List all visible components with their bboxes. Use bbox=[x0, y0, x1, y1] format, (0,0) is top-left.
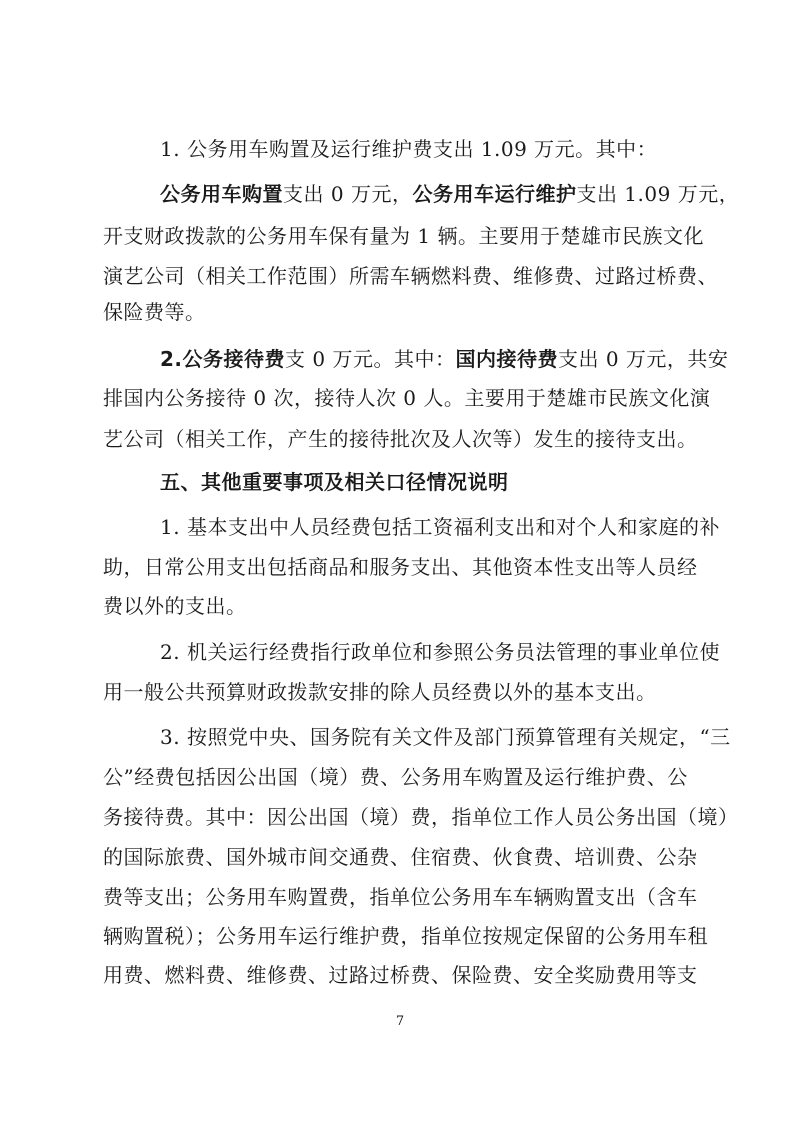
paragraph-line: 演艺公司（相关工作范围）所需车辆燃料费、维修费、过路过桥费、 bbox=[103, 264, 718, 288]
paragraph-line: 排国内公务接待 0 次，接待人次 0 人。主要用于楚雄市民族文化演 bbox=[103, 386, 711, 410]
bold-term: 公务用车运行维护 bbox=[412, 182, 577, 206]
text-span: 支 0 万元。其中： bbox=[285, 347, 456, 371]
paragraph-line: 1. 基本支出中人员经费包括工资福利支出和对个人和家庭的补 bbox=[160, 515, 720, 539]
text-span: 支出 0 万元，共安 bbox=[557, 347, 729, 371]
bold-term: 2.公务接待费 bbox=[160, 347, 286, 371]
paragraph-line: 艺公司（相关工作，产生的接待批次及人次等）发生的接待支出。 bbox=[103, 427, 698, 451]
paragraph-line: 开支财政拨款的公务用车保有量为 1 辆。主要用于楚雄市民族文化 bbox=[103, 224, 704, 248]
paragraph-line: 费等支出；公务用车购置费，指单位公务用车车辆购置支出（含车 bbox=[103, 885, 698, 909]
paragraph-line: 3. 按照党中央、国务院有关文件及部门预算管理有关规定，“三 bbox=[160, 725, 731, 749]
section-heading: 五、其他重要事项及相关口径情况说明 bbox=[160, 470, 509, 494]
paragraph-line bbox=[160, 345, 780, 373]
paragraph-line: 保险费等。 bbox=[103, 300, 206, 324]
paragraph-line bbox=[160, 180, 780, 208]
paragraph-line: 费以外的支出。 bbox=[103, 594, 247, 618]
text-span: 支出 1.09 万元， bbox=[576, 182, 740, 206]
paragraph-line: 1. 公务用车购置及运行维护费支出 1.09 万元。其中： bbox=[160, 137, 658, 161]
bold-term: 公务用车购置 bbox=[160, 182, 283, 206]
paragraph-line: 公”经费包括因公出国（境）费、公务用车购置及运行维护费、公 bbox=[103, 765, 688, 789]
paragraph-line: 务接待费。其中：因公出国（境）费，指单位工作人员公务出国（境） bbox=[103, 805, 739, 829]
text-span: 支出 0 万元， bbox=[283, 182, 413, 206]
paragraph-line: 2. 机关运行经费指行政单位和参照公务员法管理的事业单位使 bbox=[160, 640, 720, 664]
paragraph-line: 辆购置税）；公务用车运行维护费，指单位按规定保留的公务用车租 bbox=[103, 924, 708, 948]
paragraph-line: 助，日常公用支出包括商品和服务支出、其他资本性支出等人员经 bbox=[103, 555, 698, 579]
page-number: 7 bbox=[395, 1014, 405, 1029]
paragraph-line: 用一般公共预算财政拨款安排的除人员经费以外的基本支出。 bbox=[103, 680, 657, 704]
paragraph-line: 用费、燃料费、维修费、过路过桥费、保险费、安全奖励费用等支 bbox=[103, 963, 698, 987]
bold-term: 国内接待费 bbox=[455, 347, 558, 371]
paragraph-line: 的国际旅费、国外城市间交通费、住宿费、伙食费、培训费、公杂 bbox=[103, 845, 698, 869]
